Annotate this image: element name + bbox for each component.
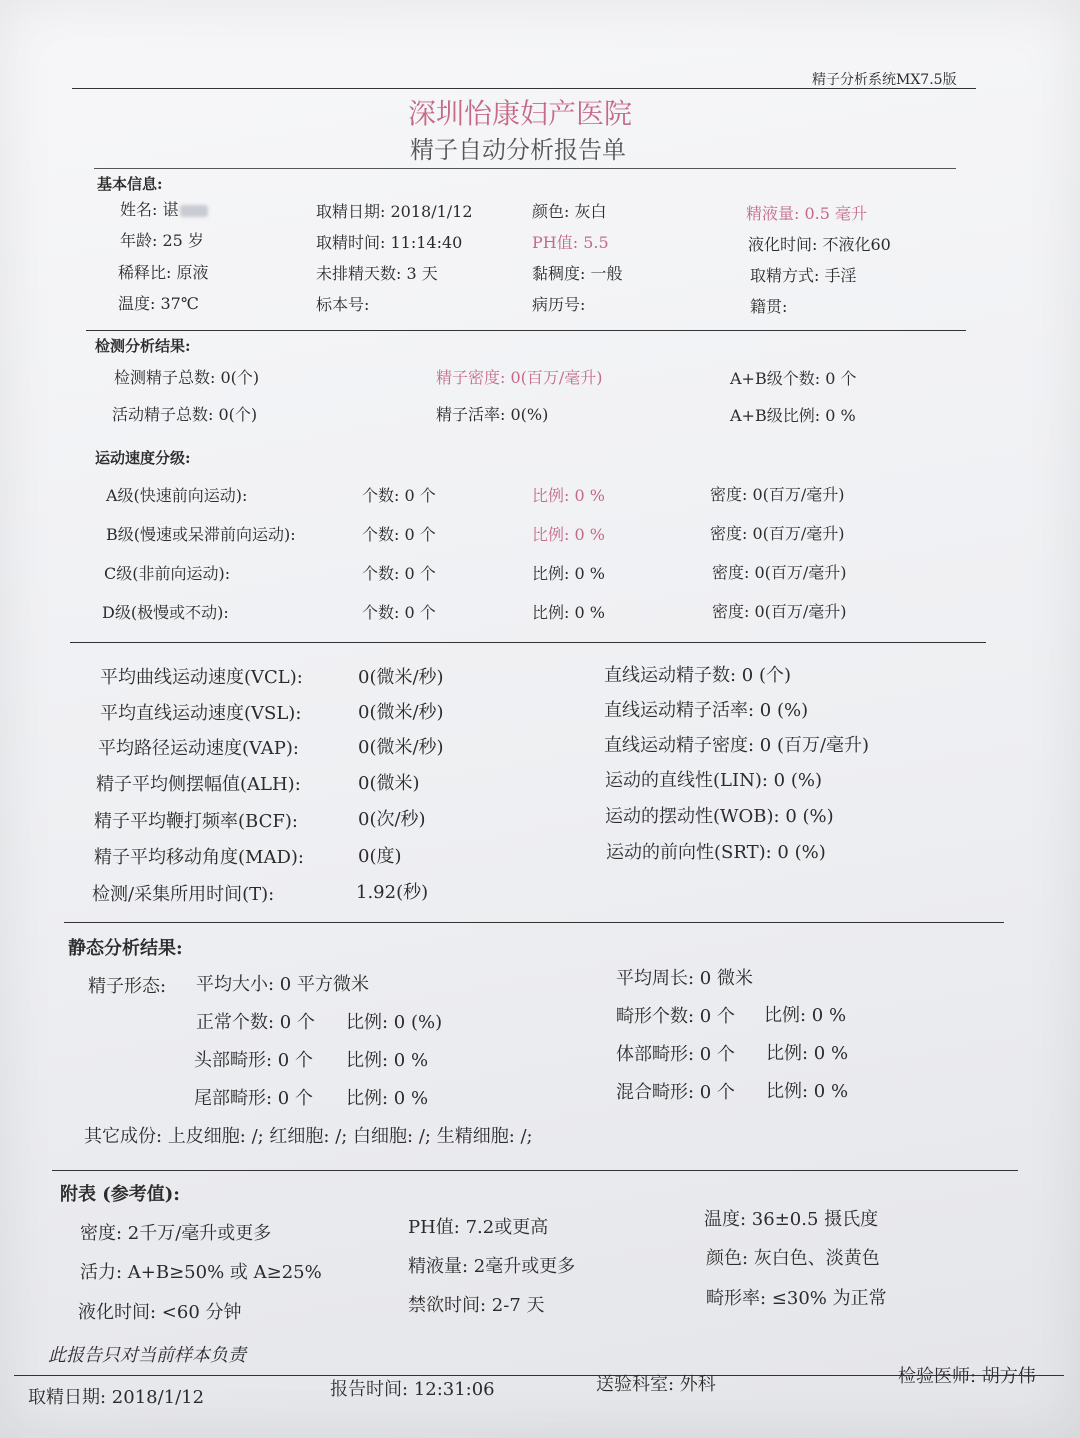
head-abnormal: 头部畸形: 0 个 — [194, 1050, 313, 1071]
grade-a-density: 密度: 0(百万/毫升) — [710, 485, 845, 504]
patient-name: 姓名: 谌 — [120, 200, 179, 219]
ref-ph: PH值: 7.2或更高 — [408, 1217, 549, 1238]
viscosity: 黏稠度: 一般 — [532, 264, 623, 283]
abnormal-count: 畸形个数: 0 个 — [616, 1006, 735, 1027]
vap-label: 平均路径运动速度(VAP): — [98, 738, 299, 759]
native-place: 籍贯: — [750, 297, 788, 316]
normal-count: 正常个数: 0 个 — [196, 1012, 315, 1033]
vsl-label: 平均直线运动速度(VSL): — [100, 703, 302, 724]
collect-date: 取精日期: 2018/1/12 — [316, 202, 473, 221]
kinematics-divider — [64, 922, 1004, 923]
grade-d-density: 密度: 0(百万/毫升) — [712, 602, 847, 621]
tail-abnormal-ratio: 比例: 0 % — [346, 1088, 429, 1109]
grade-d-label: D级(极慢或不动): — [102, 603, 229, 622]
system-version: 精子分析系统MX7.5版 — [812, 72, 957, 88]
tail-abnormal: 尾部畸形: 0 个 — [194, 1088, 313, 1109]
abnormal-ratio: 比例: 0 % — [764, 1005, 847, 1026]
mixed-abnormal: 混合畸形: 0 个 — [616, 1082, 735, 1103]
redacted-name-mark — [180, 205, 208, 217]
grade-c-ratio: 比例: 0 % — [532, 564, 605, 583]
semen-volume: 精液量: 0.5 毫升 — [746, 204, 868, 223]
linear-sperm-density: 直线运动精子密度: 0 (百万/毫升) — [604, 735, 870, 756]
grade-a-count: 个数: 0 个 — [362, 486, 436, 505]
normal-ratio: 比例: 0 (%) — [346, 1012, 443, 1033]
total-sperm-count: 检测精子总数: 0(个) — [114, 368, 260, 387]
ref-density: 密度: 2千万/毫升或更多 — [80, 1223, 272, 1244]
srt-value: 运动的前向性(SRT): 0 (%) — [606, 842, 826, 863]
detection-time-value: 1.92(秒) — [356, 882, 429, 903]
avg-size: 平均大小: 0 平方微米 — [196, 974, 369, 995]
mad-value: 0(度) — [358, 846, 402, 867]
sample-number: 标本号: — [316, 295, 370, 314]
temperature: 温度: 37℃ — [118, 294, 199, 313]
semen-color: 颜色: 灰白 — [532, 202, 607, 221]
grade-d-count: 个数: 0 个 — [362, 603, 436, 622]
ref-vitality: 活力: A+B≥50% 或 A≥25% — [80, 1262, 322, 1283]
bcf-label: 精子平均鞭打频率(BCF): — [94, 811, 298, 832]
body-abnormal-ratio: 比例: 0 % — [766, 1043, 849, 1064]
other-components: 其它成份: 上皮细胞: /; 红细胞: /; 白细胞: /; 生精细胞: /; — [84, 1126, 533, 1147]
body-abnormal: 体部畸形: 0 个 — [616, 1044, 735, 1065]
grade-a-label: A级(快速前向运动): — [106, 486, 248, 505]
grade-c-label: C级(非前向运动): — [104, 564, 231, 583]
mixed-abnormal-ratio: 比例: 0 % — [766, 1081, 849, 1102]
vcl-label: 平均曲线运动速度(VCL): — [100, 667, 303, 688]
grade-b-count: 个数: 0 个 — [362, 525, 436, 544]
footer-report-time: 报告时间: 12:31:06 — [330, 1379, 495, 1400]
detection-header: 检测分析结果: — [95, 337, 191, 355]
footer-collect-date: 取精日期: 2018/1/12 — [28, 1387, 205, 1408]
disclaimer: 此报告只对当前样本负责 — [48, 1345, 246, 1366]
vap-value: 0(微米/秒) — [358, 737, 444, 758]
footer-department: 送验科室: 外科 — [596, 1374, 716, 1395]
ref-liquefaction: 液化时间: <60 分钟 — [78, 1302, 242, 1323]
ab-grade-count: A+B级个数: 0 个 — [730, 369, 857, 388]
top-divider — [72, 88, 976, 89]
grade-d-ratio: 比例: 0 % — [532, 603, 605, 622]
dilution-ratio: 稀释比: 原液 — [118, 263, 209, 282]
record-number: 病历号: — [532, 295, 586, 314]
bcf-value: 0(次/秒) — [358, 809, 426, 830]
basic-info-header: 基本信息: — [97, 175, 163, 193]
grade-b-density: 密度: 0(百万/毫升) — [710, 524, 845, 543]
grade-a-ratio: 比例: 0 % — [532, 486, 605, 505]
grading-divider — [70, 642, 986, 643]
static-divider — [52, 1170, 1018, 1171]
collect-time: 取精时间: 11:14:40 — [316, 233, 463, 252]
linear-sperm-motility: 直线运动精子活率: 0 (%) — [604, 700, 809, 721]
collection-method: 取精方式: 手淫 — [750, 266, 857, 285]
alh-label: 精子平均侧摆幅值(ALH): — [96, 774, 301, 795]
grade-c-count: 个数: 0 个 — [362, 564, 436, 583]
morphology-label: 精子形态: — [88, 976, 167, 997]
abstinence-days: 未排精天数: 3 天 — [316, 264, 438, 283]
report-title: 精子自动分析报告单 — [410, 136, 626, 164]
sperm-motility: 精子活率: 0(%) — [436, 405, 549, 424]
avg-perimeter: 平均周长: 0 微米 — [616, 968, 753, 989]
vsl-value: 0(微米/秒) — [358, 702, 444, 723]
active-sperm-count: 活动精子总数: 0(个) — [112, 405, 258, 424]
hospital-name: 深圳怡康妇产医院 — [408, 97, 633, 130]
ab-grade-ratio: A+B级比例: 0 % — [730, 406, 856, 425]
static-header: 静态分析结果: — [68, 938, 183, 959]
grading-header: 运动速度分级: — [95, 449, 191, 467]
grade-c-density: 密度: 0(百万/毫升) — [712, 563, 847, 582]
patient-age: 年龄: 25 岁 — [120, 231, 204, 250]
sperm-density: 精子密度: 0(百万/毫升) — [436, 368, 603, 387]
head-abnormal-ratio: 比例: 0 % — [346, 1050, 429, 1071]
grade-b-label: B级(慢速或呆滞前向运动): — [106, 525, 296, 544]
ref-volume: 精液量: 2毫升或更多 — [408, 1256, 576, 1277]
ph-value: PH值: 5.5 — [532, 233, 609, 252]
footer-doctor: 检验医师: 胡方伟 — [898, 1366, 1036, 1387]
linear-sperm-count: 直线运动精子数: 0 (个) — [604, 665, 792, 686]
mad-label: 精子平均移动角度(MAD): — [94, 847, 304, 868]
ref-temperature: 温度: 36±0.5 摄氏度 — [704, 1209, 879, 1230]
detection-time-label: 检测/采集所用时间(T): — [92, 884, 275, 905]
ref-color: 颜色: 灰白色、淡黄色 — [706, 1248, 880, 1269]
wob-value: 运动的摆动性(WOB): 0 (%) — [605, 806, 834, 827]
lin-value: 运动的直线性(LIN): 0 (%) — [605, 770, 822, 791]
ref-abstinence: 禁欲时间: 2-7 天 — [408, 1295, 545, 1316]
reference-header: 附表 (参考值): — [60, 1184, 180, 1205]
patient-name-field — [120, 200, 208, 220]
title-divider — [94, 168, 956, 169]
basic-divider — [86, 330, 966, 331]
vcl-value: 0(微米/秒) — [358, 667, 444, 688]
ref-abnormal-rate: 畸形率: ≤30% 为正常 — [706, 1288, 887, 1309]
liquefaction-time: 液化时间: 不液化60 — [748, 235, 891, 254]
alh-value: 0(微米) — [358, 773, 420, 794]
grade-b-ratio: 比例: 0 % — [532, 525, 605, 544]
